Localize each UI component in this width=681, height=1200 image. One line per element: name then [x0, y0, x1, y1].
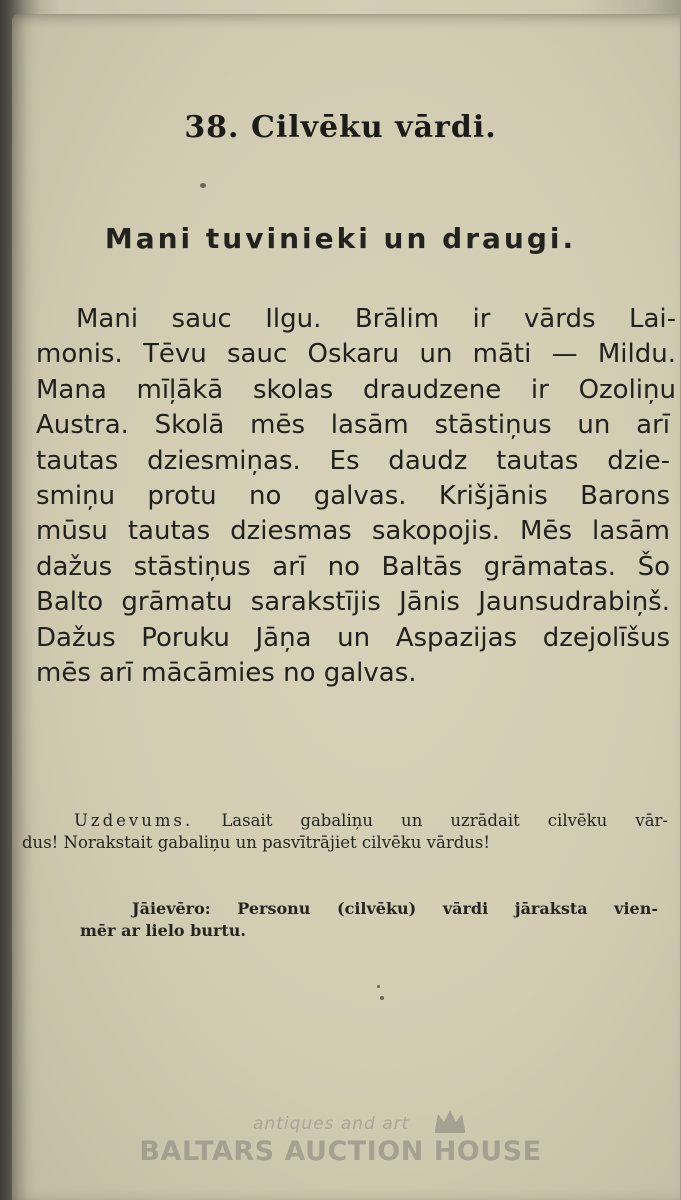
paragraph-line: Austra. Skolā mēs lasām stāstiņus un arī — [36, 410, 670, 441]
paper-speck — [377, 985, 380, 988]
paragraph-line: monis. Tēvu sauc Oskaru un māti — Mildu. — [36, 339, 676, 370]
task-block — [22, 810, 668, 854]
task-line: dus! Norakstait gabaliņu un pasvītrājiet cilvēku vārdus! — [22, 833, 491, 852]
paragraph-line: Dažus Poruku Jāņa un Aspazijas dzejolīšus — [36, 622, 670, 653]
paragraph-line: mēs arī mācāmies no galvas. — [36, 658, 417, 689]
paper-speck — [200, 183, 206, 188]
paper-speck — [380, 996, 384, 1000]
note-line: Jāievēro: Personu (cilvēku) vārdi jāraksta vien- — [132, 899, 658, 918]
paragraph-line: Balto grāmatu sarakstījis Jānis Jaunsudrabiņš. — [36, 587, 670, 618]
watermark — [0, 1108, 681, 1178]
section-subtitle: Mani tuvinieki un draugi. — [104, 222, 577, 255]
task-label: Uzdevums. — [74, 811, 194, 830]
note-block — [80, 898, 658, 942]
paragraph-line: Mani sauc Ilgu. Brālim ir vārds Lai- — [76, 304, 676, 334]
watermark-name: BALTARS AUCTION HOUSE — [139, 1136, 542, 1167]
watermark-tagline: antiques and art — [253, 1114, 410, 1134]
paragraph-line: tautas dziesmiņas. Es daudz tautas dzie- — [36, 445, 670, 476]
crown-icon — [432, 1108, 468, 1134]
task-text: Lasait gabaliņu un uzrādait cilvēku vār- — [221, 811, 668, 830]
main-paragraph — [36, 302, 676, 691]
paragraph-line: smiņu protu no galvas. Krišjānis Barons — [36, 481, 670, 512]
paragraph-line: Mana mīļākā skolas draudzene ir Ozoliņu — [36, 374, 676, 405]
paragraph-line: dažus stāstiņus arī no Baltās grāmatas. Šo — [36, 551, 670, 582]
note-line: mēr ar lielo burtu. — [80, 921, 246, 940]
page-title: 38. Cilvēku vārdi. — [184, 110, 497, 145]
task-line — [22, 810, 668, 832]
paragraph-line: mūsu tautas dziesmas sakopojis. Mēs lasām — [36, 516, 670, 547]
